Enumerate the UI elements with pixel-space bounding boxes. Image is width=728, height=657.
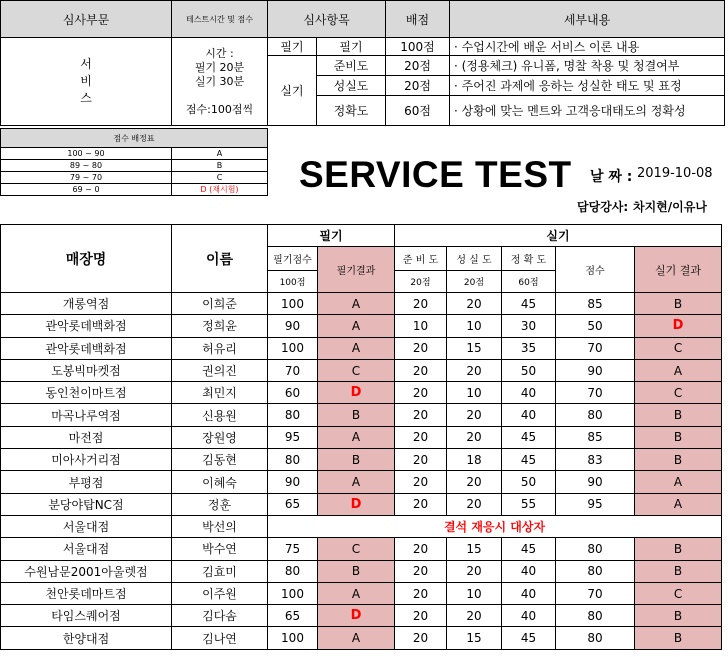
sincerity-cell: 20 [447, 493, 502, 515]
name-cell: 이희준 [172, 293, 268, 315]
sincerity-cell: 18 [447, 449, 502, 471]
accuracy-cell: 45 [502, 538, 556, 560]
name-cell: 김동현 [172, 449, 268, 471]
sincerity-cell: 20 [447, 471, 502, 493]
header-category: 심사부문 [1, 1, 172, 38]
table-row [1, 582, 722, 604]
table-row [1, 404, 722, 426]
date-value: 2019-10-08 [637, 166, 713, 181]
written-score-cell: 65 [268, 493, 318, 515]
date-label: 날 짜 : [590, 169, 633, 185]
prep-cell: 20 [395, 293, 447, 315]
practical-result-cell: B [635, 293, 722, 315]
time-info-cell: 시간 : 필기 20분 실기 30분 점수:100점씩 [172, 38, 268, 126]
table-row [1, 493, 722, 515]
written-result-cell: B [318, 449, 395, 471]
practical-score-cell: 85 [556, 426, 635, 448]
group-practical: 실기 [268, 56, 317, 126]
score-grade: B [172, 160, 268, 172]
col-practical-result: 실기 결과 [635, 247, 722, 293]
written-result-cell: B [318, 404, 395, 426]
written-result-cell: D [318, 493, 395, 515]
written-score-cell: 100 [268, 293, 318, 315]
table-row [1, 359, 722, 381]
header-time-score: 테스트시간 및 점수 [172, 1, 268, 38]
sincerity-cell: 15 [447, 337, 502, 359]
practical-score-cell: 70 [556, 382, 635, 404]
prep-cell: 10 [395, 315, 447, 337]
header-item: 심사항목 [268, 1, 386, 38]
store-cell: 관악롯데백화점 [1, 315, 172, 337]
written-score-cell: 100 [268, 627, 318, 649]
written-score-cell: 90 [268, 315, 318, 337]
written-score-cell: 100 [268, 337, 318, 359]
written-max: 100점 [268, 271, 318, 293]
score-row [1, 160, 268, 172]
score-table-title: 점수 배정표 [1, 129, 268, 148]
accuracy-cell: 40 [502, 582, 556, 604]
practical-score-cell: 83 [556, 449, 635, 471]
store-cell: 개롱역점 [1, 293, 172, 315]
name-cell: 신용원 [172, 404, 268, 426]
table-row [1, 515, 722, 537]
page-title: SERVICE TEST [299, 154, 572, 195]
table-row [1, 337, 722, 359]
accuracy-cell: 30 [502, 315, 556, 337]
header-detail: 세부내용 [450, 1, 725, 38]
accuracy-max: 60점 [502, 271, 556, 293]
sincerity-cell: 20 [447, 404, 502, 426]
table-row [1, 449, 722, 471]
accuracy-cell: 35 [502, 337, 556, 359]
score-range: 89 ~ 80 [1, 160, 172, 172]
test-info-table [0, 0, 725, 126]
accuracy-cell: 40 [502, 605, 556, 627]
store-cell: 미아사거리점 [1, 449, 172, 471]
group-written-header: 필기 [268, 225, 395, 247]
name-cell: 최민지 [172, 382, 268, 404]
practical-result-cell: A [635, 359, 722, 381]
written-score-cell: 70 [268, 359, 318, 381]
practical-result-cell: C [635, 582, 722, 604]
prep-cell: 20 [395, 493, 447, 515]
written-score-cell: 75 [268, 538, 318, 560]
written-result-cell: A [318, 315, 395, 337]
store-cell: 도봉빅마켓점 [1, 359, 172, 381]
score-row [1, 184, 268, 196]
practical-score-cell: 90 [556, 471, 635, 493]
practical-result-cell: C [635, 382, 722, 404]
accuracy-cell: 40 [502, 382, 556, 404]
name-cell: 정희윤 [172, 315, 268, 337]
store-cell: 천안롯데마트점 [1, 582, 172, 604]
written-result-cell: D [318, 605, 395, 627]
prep-cell: 20 [395, 426, 447, 448]
table-row [1, 293, 722, 315]
store-cell: 타임스퀘어점 [1, 605, 172, 627]
written-result-cell: A [318, 471, 395, 493]
table-row [1, 315, 722, 337]
col-sincerity: 성 실 도 [447, 247, 502, 271]
prep-cell: 20 [395, 605, 447, 627]
practical-result-cell: B [635, 605, 722, 627]
accuracy-cell: 50 [502, 359, 556, 381]
col-prep: 준 비 도 [395, 247, 447, 271]
sincerity-max: 20점 [447, 271, 502, 293]
sincerity-cell: 10 [447, 315, 502, 337]
score-row [1, 148, 268, 160]
points-written: 100점 [386, 38, 450, 56]
sincerity-cell: 20 [447, 426, 502, 448]
prep-cell: 20 [395, 359, 447, 381]
category-cell: 서 비 스 [1, 38, 172, 126]
item-prep: 준비도 [317, 56, 386, 76]
store-cell: 동인천이마트점 [1, 382, 172, 404]
score-grade: C [172, 172, 268, 184]
name-cell: 권의진 [172, 359, 268, 381]
written-result-cell: C [318, 538, 395, 560]
prep-cell: 20 [395, 538, 447, 560]
store-cell: 부평점 [1, 471, 172, 493]
practical-result-cell: B [635, 560, 722, 582]
sincerity-cell: 15 [447, 538, 502, 560]
store-cell: 마곡나루역점 [1, 404, 172, 426]
written-result-cell: A [318, 426, 395, 448]
prep-cell: 20 [395, 337, 447, 359]
absent-note: 결석 재응시 대상자 [268, 515, 722, 537]
written-score-cell: 80 [268, 560, 318, 582]
detail-prep: · (정용체크) 유니폼, 명찰 착용 및 청결여부 [450, 56, 725, 76]
written-result-cell: B [318, 560, 395, 582]
prep-cell: 20 [395, 404, 447, 426]
table-row [1, 471, 722, 493]
written-score-cell: 80 [268, 449, 318, 471]
written-score-cell: 95 [268, 426, 318, 448]
store-cell: 분당야탑NC점 [1, 493, 172, 515]
accuracy-cell: 45 [502, 449, 556, 471]
score-grade: D (재시험) [172, 184, 268, 196]
header-points: 배점 [386, 1, 450, 38]
score-range: 79 ~ 70 [1, 172, 172, 184]
written-result-cell: A [318, 337, 395, 359]
accuracy-cell: 50 [502, 471, 556, 493]
practical-result-cell: B [635, 538, 722, 560]
practical-score-cell: 70 [556, 582, 635, 604]
col-store: 매장명 [1, 225, 172, 293]
table-row [1, 627, 722, 649]
practical-result-cell: B [635, 426, 722, 448]
table-row [1, 538, 722, 560]
written-score-cell: 65 [268, 605, 318, 627]
written-score-cell: 90 [268, 471, 318, 493]
points-prep: 20점 [386, 56, 450, 76]
accuracy-cell: 45 [502, 627, 556, 649]
name-cell: 김나연 [172, 627, 268, 649]
score-range: 100 ~ 90 [1, 148, 172, 160]
sincerity-cell: 20 [447, 293, 502, 315]
detail-sincerity: · 주어진 과제에 응하는 성실한 태도 및 표정 [450, 76, 725, 96]
name-cell: 박수연 [172, 538, 268, 560]
name-cell: 김효미 [172, 560, 268, 582]
sincerity-cell: 20 [447, 560, 502, 582]
sincerity-cell: 20 [447, 605, 502, 627]
score-range: 69 ~ 0 [1, 184, 172, 196]
written-result-cell: C [318, 359, 395, 381]
points-sincerity: 20점 [386, 76, 450, 96]
store-cell: 서울대점 [1, 538, 172, 560]
score-table [0, 128, 268, 196]
prep-cell: 20 [395, 627, 447, 649]
table-row [1, 426, 722, 448]
accuracy-cell: 55 [502, 493, 556, 515]
written-score-cell: 80 [268, 404, 318, 426]
practical-score-cell: 50 [556, 315, 635, 337]
score-row [1, 172, 268, 184]
practical-result-cell: C [635, 337, 722, 359]
store-cell: 한양대점 [1, 627, 172, 649]
col-written-result: 필기결과 [318, 247, 395, 293]
accuracy-cell: 45 [502, 426, 556, 448]
written-result-cell: A [318, 582, 395, 604]
practical-score-cell: 80 [556, 560, 635, 582]
written-result-cell: D [318, 382, 395, 404]
name-cell: 박선의 [172, 515, 268, 537]
sincerity-cell: 15 [447, 627, 502, 649]
store-cell: 서울대점 [1, 515, 172, 537]
practical-score-cell: 85 [556, 293, 635, 315]
practical-result-cell: B [635, 404, 722, 426]
store-cell: 수원남문2001아울렛점 [1, 560, 172, 582]
prep-cell: 20 [395, 449, 447, 471]
group-written: 필기 [268, 38, 317, 56]
written-result-cell: A [318, 627, 395, 649]
detail-accuracy: · 상황에 맞는 멘트와 고객응대태도의 정확성 [450, 96, 725, 126]
points-accuracy: 60점 [386, 96, 450, 126]
practical-score-cell: 80 [556, 538, 635, 560]
practical-score-cell: 80 [556, 627, 635, 649]
item-written: 필기 [317, 38, 386, 56]
detail-written: · 수업시간에 배운 서비스 이론 내용 [450, 38, 725, 56]
practical-score-cell: 80 [556, 404, 635, 426]
accuracy-cell: 40 [502, 560, 556, 582]
practical-result-cell: D [635, 315, 722, 337]
table-row [1, 382, 722, 404]
written-result-cell: A [318, 293, 395, 315]
practical-score-cell: 95 [556, 493, 635, 515]
score-grade: A [172, 148, 268, 160]
instructor-value: 차지현/이유나 [633, 200, 707, 214]
practical-score-cell: 80 [556, 605, 635, 627]
written-score-cell: 60 [268, 382, 318, 404]
accuracy-cell: 40 [502, 404, 556, 426]
sincerity-cell: 10 [447, 382, 502, 404]
prep-cell: 20 [395, 382, 447, 404]
group-practical-header: 실기 [395, 225, 722, 247]
col-name: 이름 [172, 225, 268, 293]
store-cell: 관악롯데백화점 [1, 337, 172, 359]
prep-cell: 20 [395, 582, 447, 604]
sincerity-cell: 10 [447, 582, 502, 604]
results-table [0, 224, 722, 650]
prep-max: 20점 [395, 271, 447, 293]
name-cell: 정훈 [172, 493, 268, 515]
col-written-score: 필기점수 [268, 247, 318, 271]
name-cell: 장원영 [172, 426, 268, 448]
col-practical-score: 점수 [556, 247, 635, 293]
accuracy-cell: 45 [502, 293, 556, 315]
practical-score-cell: 90 [556, 359, 635, 381]
table-row [1, 560, 722, 582]
store-cell: 마전점 [1, 426, 172, 448]
prep-cell: 20 [395, 471, 447, 493]
practical-result-cell: A [635, 471, 722, 493]
instructor-label: 담당강사: [577, 200, 629, 214]
practical-score-cell: 70 [556, 337, 635, 359]
item-sincerity: 성실도 [317, 76, 386, 96]
name-cell: 허유리 [172, 337, 268, 359]
table-row [1, 605, 722, 627]
name-cell: 이혜숙 [172, 471, 268, 493]
practical-result-cell: A [635, 493, 722, 515]
prep-cell: 20 [395, 560, 447, 582]
col-accuracy: 정 확 도 [502, 247, 556, 271]
written-score-cell: 100 [268, 582, 318, 604]
item-accuracy: 정확도 [317, 96, 386, 126]
name-cell: 김다솜 [172, 605, 268, 627]
practical-result-cell: B [635, 449, 722, 471]
practical-result-cell: B [635, 627, 722, 649]
sincerity-cell: 20 [447, 359, 502, 381]
name-cell: 이주원 [172, 582, 268, 604]
